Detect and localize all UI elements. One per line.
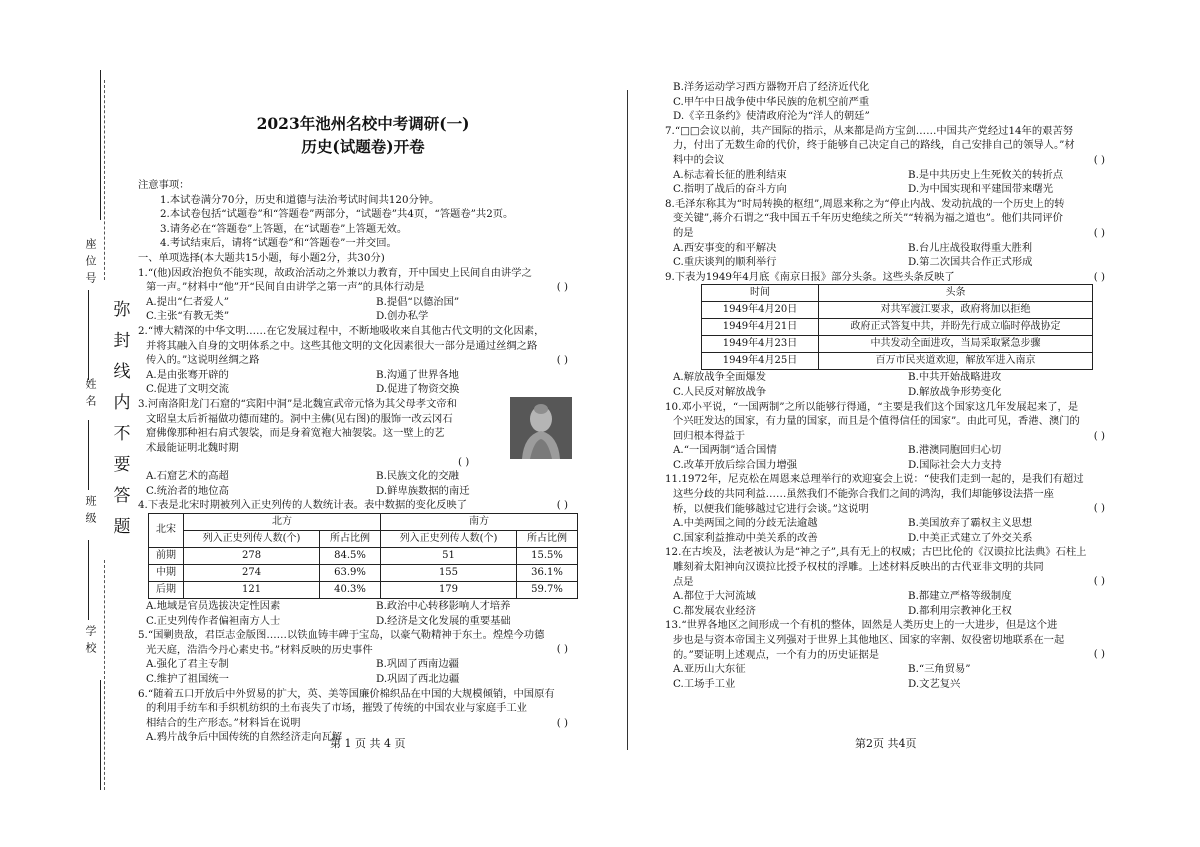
- table-cell: 1949年4月21日: [702, 319, 819, 336]
- exam-page-2: [665, 80, 1125, 691]
- question-13: [665, 618, 1125, 691]
- option-d: D.促进了物资交换: [376, 383, 460, 396]
- question-2: [138, 324, 588, 397]
- seal-line: [104, 560, 105, 790]
- option-b: B.民族文化的交融: [376, 470, 459, 483]
- question-text: 12.在古埃及，法老被认为是“神之子”,具有无上的权威；古巴比伦的《汉谟拉比法典》石柱上: [665, 546, 1087, 559]
- table-row: [149, 582, 578, 599]
- table-row: [702, 353, 1093, 370]
- option-a: A.西安事变的和平解决: [673, 241, 777, 254]
- question-text: 桥，以便我们能够越过它进行会谈。”这说明: [673, 502, 869, 515]
- option-b: B.提倡“以德治国”: [376, 295, 460, 308]
- seal-char: 不: [113, 424, 131, 444]
- table-cell: 对共军渡江要求，政府将加以拒绝: [819, 302, 1093, 319]
- option-c: C.重庆谈判的顺利举行: [673, 256, 777, 269]
- name-label: 姓名: [84, 378, 97, 412]
- question-text: 的。”要证明上述观点，一个有力的历史证据是: [673, 648, 880, 661]
- question-text: 术最能证明北魏时期: [146, 441, 239, 454]
- answer-bracket: ( ): [1093, 575, 1105, 588]
- population-table: [148, 513, 578, 599]
- table-cell: 40.3%: [320, 582, 381, 599]
- question-text: 回归根本得益于: [673, 429, 746, 442]
- table-cell: 15.5%: [516, 548, 577, 565]
- option-b: B.洋务运动学习西方器物开启了经济近代化: [673, 81, 870, 93]
- note-item: 4.考试结束后，请将“试题卷”和“答题卷”一并交回。: [160, 237, 397, 250]
- answer-bracket: ( ): [556, 716, 568, 729]
- binding-line: [88, 540, 89, 620]
- table-row: [702, 319, 1093, 336]
- question-text: 雕刻着太阳神向汉谟拉比授予权杖的浮雕。上述材料反映出的古代亚非文明的共同: [673, 561, 1044, 574]
- table-header: 列入正史列传人数(个): [381, 531, 517, 548]
- exam-subtitle: 历史(试题卷)开卷: [301, 137, 425, 156]
- question-text: 9.下表为1949年4月底《南京日报》部分头条。这些头条反映了: [665, 270, 955, 283]
- table-row: [702, 302, 1093, 319]
- answer-bracket: ( ): [1093, 270, 1105, 283]
- table-header: 所占比例: [516, 531, 577, 548]
- table-header: 列入正史列传人数(个): [184, 531, 320, 548]
- option-a: A.亚历山大东征: [673, 663, 746, 676]
- note-item: 1.本试卷满分70分，历史和道德与法治考试时间共120分钟。: [160, 193, 440, 206]
- question-7: [665, 124, 1125, 197]
- page-1-footer: 第 1 页 共 4 页: [330, 737, 406, 750]
- question-text: 个兴旺发达的国家，有力量的国家，而且是个值得信任的国家”。由此可见，香港、澳门的: [673, 415, 1080, 428]
- option-a: A.强化了君主专制: [146, 658, 229, 671]
- option-a: A.中美两国之间的分歧无法逾越: [673, 517, 818, 530]
- seal-char: 题: [113, 517, 131, 537]
- option-d: D.第二次国共合作正式形成: [908, 256, 1033, 269]
- table-row: [149, 548, 578, 565]
- question-text: 4.下表是北宋时期被列入正史列传的人数统计表。表中数据的变化反映了: [138, 499, 468, 512]
- table-header: 所占比例: [320, 531, 381, 548]
- option-d: D.鲜卑族数据的南迁: [376, 484, 470, 497]
- answer-bracket: ( ): [1093, 648, 1105, 661]
- question-text: 力，付出了无数生命的代价，终于能够自己决定自己的路线，自己安排自己的领导人。”材: [673, 139, 1075, 152]
- option-a: A.鸦片战争后中国传统的自然经济走向瓦解: [146, 731, 343, 744]
- option-a: A.石窟艺术的高超: [146, 470, 229, 483]
- seal-char: 答: [113, 486, 131, 506]
- option-d: D.《辛丑条约》使清政府沦为“洋人的朝廷”: [673, 110, 870, 123]
- option-c: C.改革开放后综合国力增强: [673, 458, 798, 471]
- question-text: 第一声。”材料中“他”开“民间自由讲学之第一声”的具体行动是: [146, 281, 425, 294]
- table-header: 头条: [819, 285, 1093, 302]
- option-d: D.经济是文化发展的重要基础: [376, 614, 511, 627]
- option-c: C.国家利益推动中美关系的改善: [673, 531, 818, 544]
- question-5: [138, 628, 588, 686]
- option-d: D.都利用宗教神化王权: [908, 604, 1012, 617]
- question-text: 点是: [673, 575, 694, 588]
- seal-line: [104, 80, 105, 280]
- option-a: A.“一国两制”适合国情: [673, 444, 777, 457]
- option-b: B.是中共历史上生死攸关的转折点: [908, 168, 1063, 181]
- option-d: D.创办私学: [376, 310, 429, 323]
- answer-bracket: ( ): [556, 353, 568, 366]
- question-text: 10.邓小平说，“一国两制”之所以能够行得通，“主要是我们这个国家这几年发展起来了，是: [665, 400, 1079, 413]
- table-cell: 155: [381, 565, 517, 582]
- newspaper-table: [701, 284, 1093, 370]
- answer-bracket: ( ): [1093, 502, 1105, 515]
- binding-line: [100, 680, 101, 790]
- seal-warning: [112, 295, 132, 543]
- question-text: 文昭皇太后祈福做功德而建的。洞中主佛(见右图)的服饰一改云冈石: [146, 412, 453, 425]
- seal-char: 线: [113, 362, 131, 382]
- question-text: 窟佛像那种袒右肩式袈裟，而是身着宽袍大袖袈裟。这一壁上的艺: [146, 427, 445, 440]
- binding-margin: [0, 0, 135, 847]
- option-c: C.正史列传作者偏袒南方人士: [146, 614, 281, 627]
- table-cell: 59.7%: [516, 582, 577, 599]
- table-cell: 百万市民夹道欢迎，解放军进入南京: [819, 353, 1093, 370]
- page-divider: [627, 90, 628, 750]
- option-b: B.台儿庄战役取得重大胜利: [908, 241, 1033, 254]
- answer-bracket: ( ): [458, 456, 470, 469]
- answer-bracket: ( ): [1093, 226, 1105, 239]
- option-c: C.都发展农业经济: [673, 604, 756, 617]
- option-d: D.解放战争形势变化: [908, 385, 1002, 398]
- question-text: 11.1972年，尼克松在周恩来总理举行的欢迎宴会上说：“使我们走到一起的，是我们有超过: [665, 473, 1084, 486]
- option-b: B.港澳同胞回归心切: [908, 444, 1002, 457]
- question-text: 6.“随着五口开放后中外贸易的扩大，英、美等国廉价棉织品在中国的大规模倾销，中国原有: [138, 687, 555, 700]
- option-a: A.地域是官员选拔决定性因素: [146, 600, 281, 613]
- answer-bracket: ( ): [1093, 429, 1105, 442]
- question-text: 3.河南洛阳龙门石窟的“宾阳中洞”是北魏宣武帝元恪为其父母孝文帝和: [138, 397, 457, 410]
- table-cell: 1949年4月25日: [702, 353, 819, 370]
- option-c: C.维护了祖国统一: [146, 673, 229, 686]
- seal-char: 封: [113, 331, 131, 351]
- question-3: [138, 397, 588, 499]
- option-a: A.标志着长征的胜利结束: [673, 168, 787, 181]
- answer-bracket: ( ): [1093, 153, 1105, 166]
- option-b: B.政治中心转移影响人才培养: [376, 600, 511, 613]
- option-d: D.中美正式建立了外交关系: [908, 531, 1033, 544]
- section-heading: 一、单项选择(本大题共15小题，每小题2分，共30分): [138, 251, 385, 264]
- binding-line: [88, 420, 89, 490]
- question-text: 8.毛泽东称其为“时局转换的枢纽”,周恩来称之为“停止内战、发动抗战的一个历史上的转: [665, 197, 1065, 210]
- question-10: [665, 400, 1125, 473]
- question-text: 变关键”,蒋介石谓之“我中国五千年历史绝续之所关”“转祸为福之道也”。他们共同评价: [673, 212, 1063, 225]
- option-c: C.促进了文明交流: [146, 383, 229, 396]
- question-4: [138, 498, 588, 628]
- notes-header: 注意事项：: [138, 179, 190, 191]
- answer-bracket: ( ): [556, 280, 568, 293]
- option-b: B.“三角贸易”: [908, 663, 971, 676]
- exam-title: 2023年池州名校中考调研(一): [256, 114, 470, 133]
- option-c: C.工场手工业: [673, 677, 736, 690]
- question-11: [665, 472, 1125, 545]
- question-text: 传入的。”这说明丝绸之路: [146, 354, 260, 367]
- option-b: B.中共开始战略进攻: [908, 371, 1002, 384]
- option-b: B.美国放弃了霸权主义思想: [908, 517, 1033, 530]
- question-text: 5.“国剿贵敌，君臣志金版图……以铁血铸丰碑于宝岛，以豪气勒精神于东土。煌煌今功德: [138, 629, 545, 642]
- question-text: 7.“□□会议以前，共产国际的指示，从来都是尚方宝剑……中国共产党经过14年的艰苦努: [665, 124, 1074, 137]
- table-cell: 中共发动全面进攻，当局采取紧急步骤: [819, 336, 1093, 353]
- table-cell: 63.9%: [320, 565, 381, 582]
- table-corner: 北宋: [149, 514, 184, 548]
- option-d: D.巩固了西北边疆: [376, 673, 460, 686]
- table-cell: 84.5%: [320, 548, 381, 565]
- question-9: [665, 270, 1125, 400]
- answer-bracket: ( ): [556, 643, 568, 656]
- question-8: [665, 197, 1125, 270]
- option-d: D.为中国实现和平建国带来曙光: [908, 183, 1054, 196]
- question-text: 料中的会议: [673, 153, 725, 166]
- question-text: 光天庭，浩浩今丹心素史书。”材料反映的历史事件: [146, 643, 373, 656]
- table-cell: 274: [184, 565, 320, 582]
- option-b: B.都建立严格等级制度: [908, 590, 1012, 603]
- option-c: C.统治者的地位高: [146, 484, 229, 497]
- option-d: D.国际社会大力支持: [908, 458, 1002, 471]
- option-a: A.是由张骞开辟的: [146, 368, 229, 381]
- question-1: [138, 266, 588, 324]
- seat-number-label: 座位号: [84, 238, 97, 289]
- question-text: 2.“博大精深的中华文明……在它发展过程中，不断地吸收来自其他古代文明的文化因素，: [138, 324, 545, 337]
- table-header: 时间: [702, 285, 819, 302]
- table-cell: 179: [381, 582, 517, 599]
- table-cell: 51: [381, 548, 517, 565]
- table-cell: 121: [184, 582, 320, 599]
- table-group-header: 南方: [381, 514, 578, 531]
- answer-bracket: ( ): [556, 499, 568, 512]
- class-label: 班级: [84, 495, 97, 529]
- question-text: 并将其融入自身的文明体系之中。这些其他文明的文化因素很大一部分是通过丝绸之路: [146, 339, 538, 352]
- option-a: A.解放战争全面爆发: [673, 371, 767, 384]
- question-text: 相结合的生产形态。”材料旨在说明: [146, 716, 301, 729]
- option-c: C.指明了战后的奋斗方向: [673, 183, 787, 196]
- school-label: 学校: [84, 625, 97, 659]
- table-group-header: 北方: [184, 514, 381, 531]
- option-c: C.主张“有教无类”: [146, 310, 230, 323]
- question-text: 的是: [673, 226, 694, 239]
- exam-page-1: [138, 78, 588, 745]
- table-cell: 后期: [149, 582, 184, 599]
- seal-char: 内: [113, 393, 131, 413]
- seal-char: 要: [113, 455, 131, 475]
- table-cell: 36.1%: [516, 565, 577, 582]
- note-item: 2.本试卷包括“试题卷”和“答题卷”两部分，“试题卷”共4页，“答题卷”共2页。: [160, 208, 514, 221]
- option-c: C.人民反对解放战争: [673, 385, 767, 398]
- table-cell: 政府正式答复中共，并盼先行成立临时停战协定: [819, 319, 1093, 336]
- question-12: [665, 545, 1125, 618]
- page-2-footer: 第2页 共4页: [855, 737, 917, 750]
- table-cell: 1949年4月20日: [702, 302, 819, 319]
- table-row: [702, 336, 1093, 353]
- option-d: D.文艺复兴: [908, 677, 961, 690]
- question-text: 这些分歧的共同利益……虽然我们不能弥合我们之间的鸿沟，我们却能够设法搭一座: [673, 488, 1054, 501]
- note-item: 3.请务必在“答题卷”上答题，在“试题卷”上答题无效。: [160, 222, 408, 235]
- table-row: [149, 565, 578, 582]
- table-cell: 前期: [149, 548, 184, 565]
- option-b: B.巩固了西南边疆: [376, 658, 459, 671]
- question-text: 13.“世界各地区之间形成一个有机的整体，固然是人类历史上的一大进步，但是这个进: [665, 619, 1058, 632]
- question-text: 步也是与资本帝国主义列强对于世界上其他地区、国家的宰割、奴役密切地联系在一起: [673, 634, 1065, 646]
- table-cell: 1949年4月23日: [702, 336, 819, 353]
- seal-char: 弥: [113, 300, 131, 320]
- option-c: C.甲午中日战争使中华民族的危机空前严重: [673, 95, 870, 108]
- option-a: A.都位于大河流域: [673, 590, 756, 603]
- table-cell: 278: [184, 548, 320, 565]
- buddha-statue-image: [510, 397, 572, 459]
- option-a: A.提出“仁者爱人”: [146, 295, 230, 308]
- option-b: B.沟通了世界各地: [376, 368, 459, 381]
- binding-line: [100, 70, 101, 220]
- binding-line: [88, 290, 89, 380]
- question-text: 的利用手纺车和手织机纺织的土布丧失了市场，摧毁了传统的中国农业与家庭手工业: [146, 702, 527, 715]
- question-text: 1.“(他)因政治抱负不能实现，故政治活动之外兼以力教育，开中国史上民间自由讲学之: [138, 266, 532, 279]
- table-cell: 中期: [149, 565, 184, 582]
